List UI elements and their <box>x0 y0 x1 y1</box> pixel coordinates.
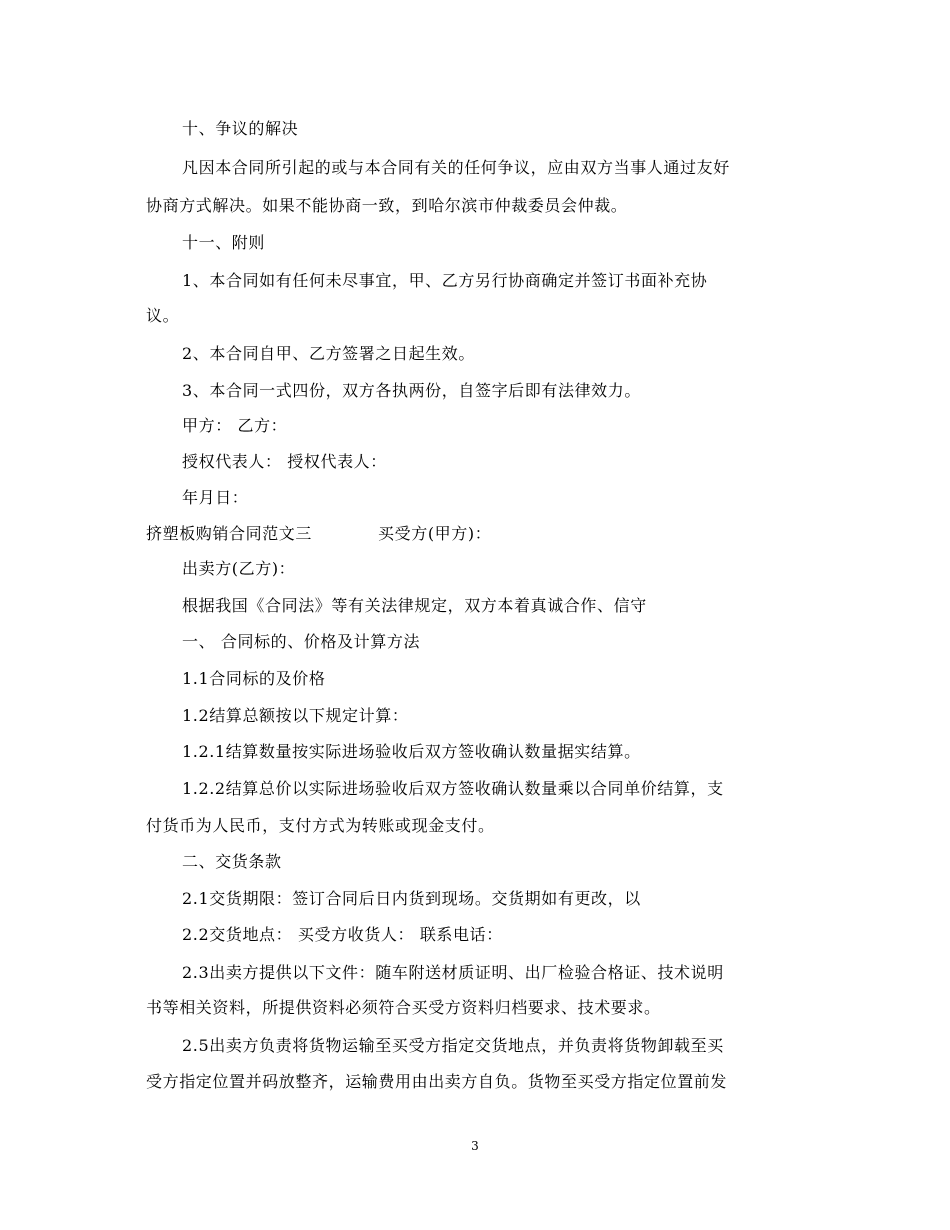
signature-party-line: 甲方： 乙方： <box>182 416 288 435</box>
section-heading-dispute: 十、争议的解决 <box>182 119 299 138</box>
clause-line: 1.2结算总额按以下规定计算： <box>182 706 409 725</box>
paragraph-line: 根据我国《合同法》等有关法律规定，双方本着真诚合作、信守 <box>182 596 647 615</box>
paragraph-line: 协商方式解决。如果不能协商一致，到哈尔滨市仲裁委员会仲裁。 <box>146 196 628 215</box>
paragraph-line: 议。 <box>146 306 180 325</box>
section-heading-appendix: 十一、附则 <box>182 233 266 252</box>
paragraph-line: 3、本合同一式四份，双方各执两份，自签字后即有法律效力。 <box>182 381 641 400</box>
section-heading-subject: 一、 合同标的、价格及计算方法 <box>182 632 421 651</box>
document-subtitle: 挤塑板购销合同范文三 <box>146 524 313 543</box>
clause-line: 2.1交货期限：签订合同后日内货到现场。交货期如有更改，以 <box>182 889 641 908</box>
paragraph-line: 凡因本合同所引起的或与本合同有关的任何争议，应由双方当事人通过友好 <box>182 158 730 177</box>
buyer-label: 买受方(甲方)： <box>378 524 492 543</box>
clause-line: 2.2交货地点： 买受方收货人： 联系电话： <box>182 925 503 944</box>
page-number: 3 <box>471 1139 479 1153</box>
paragraph-line: 1、本合同如有任何未尽事宜，甲、乙方另行协商确定并签订书面补充协 <box>182 271 708 290</box>
clause-line: 书等相关资料，所提供资料必须符合买受方资料归档要求、技术要求。 <box>146 998 661 1017</box>
seller-label: 出卖方(乙方)： <box>182 559 296 578</box>
paragraph-line: 2、本合同自甲、乙方签署之日起生效。 <box>182 344 475 363</box>
signature-representative-line: 授权代表人： 授权代表人： <box>182 452 387 471</box>
clause-line: 2.3出卖方提供以下文件：随车附送材质证明、出厂检验合格证、技术说明 <box>182 963 724 982</box>
signature-date-line: 年月日： <box>182 488 249 507</box>
clause-line: 受方指定位置并码放整齐，运输费用由出卖方自负。货物至买受方指定位置前发 <box>146 1072 728 1091</box>
clause-line: 1.2.2结算总价以实际进场验收后双方签收确认数量乘以合同单价结算，支 <box>182 779 724 798</box>
clause-line: 付货币为人民币，支付方式为转账或现金支付。 <box>146 816 495 835</box>
section-heading-delivery: 二、交货条款 <box>182 852 282 871</box>
clause-line: 2.5出卖方负责将货物运输至买受方指定交货地点，并负责将货物卸载至买 <box>182 1036 724 1055</box>
clause-line: 1.1合同标的及价格 <box>182 669 326 688</box>
document-subtitle-line <box>146 523 491 545</box>
clause-line: 1.2.1结算数量按实际进场验收后双方签收确认数量据实结算。 <box>182 742 641 761</box>
